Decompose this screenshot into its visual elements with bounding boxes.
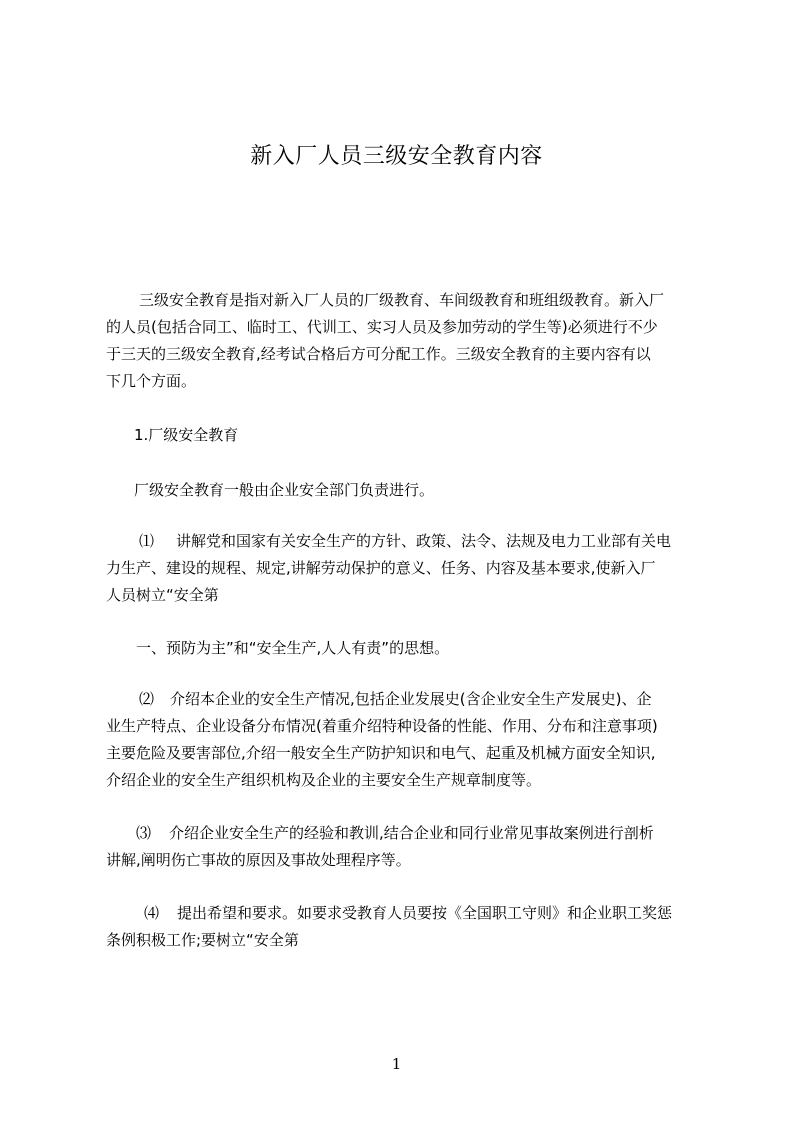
item-4-number: ⑷	[144, 904, 160, 922]
page-number: 1	[391, 1055, 402, 1073]
section-intro-paragraph	[106, 477, 713, 504]
item-4-line: 条例积极工作;要树立“安全第	[106, 931, 299, 949]
item-4-first-line	[106, 900, 713, 927]
section-heading	[106, 422, 713, 449]
item-1-number: ⑴	[139, 532, 155, 550]
item-3-number: ⑶	[136, 824, 152, 842]
intro-line: 三级安全教育是指对新入厂人员的厂级教育、车间级教育和班组级教育。新入厂	[139, 291, 665, 309]
item-2-line: 主要危险及要害部位,介绍一般安全生产防护知识和电气、起重及机械方面安全知识,	[106, 744, 656, 762]
intro-line: 于三天的三级安全教育,经考试合格后方可分配工作。三级安全教育的主要内容有以	[106, 345, 651, 363]
intro-paragraph	[106, 287, 713, 395]
item-3-paragraph	[106, 820, 713, 874]
item-3-first-line	[106, 820, 713, 847]
item-3-line: 介绍企业安全生产的经验和教训,结合企业和同行业常见事故案例进行剖析	[169, 824, 654, 842]
item-2-line: 业生产特点、企业设备分布情况(着重介绍特种设备的性能、作用、分布和注意事项)	[106, 717, 658, 735]
item-3-line: 讲解,阐明伤亡事故的原因及事故处理程序等。	[106, 851, 411, 869]
item-1-line: 讲解党和国家有关安全生产的方针、政策、法令、法规及电力工业部有关电	[176, 532, 672, 550]
item-2-first-line	[106, 686, 713, 713]
intro-line: 的人员(包括合同工、临时工、代训工、实习人员及参加劳动的学生等)必须进行不少	[106, 318, 658, 336]
item-1-continuation-paragraph	[106, 635, 713, 662]
item-2-paragraph	[106, 686, 713, 794]
section1-intro: 厂级安全教育一般由企业安全部门负责进行。	[134, 481, 435, 499]
section1-heading: 1.厂级安全教育	[134, 426, 239, 444]
intro-line: 下几个方面。	[106, 372, 197, 390]
item-1-line: 人员树立“安全第	[106, 586, 219, 604]
item-4-line: 提出希望和要求。如要求受教育人员要按《全国职工守则》和企业职工奖惩	[177, 904, 673, 922]
item-2-line: 介绍本企业的安全生产情况,包括企业发展史(含企业安全生产发展史)、企	[170, 690, 652, 708]
item-2-number: ⑵	[139, 690, 155, 708]
page-title: 新入厂人员三级安全教育内容	[250, 144, 543, 169]
item-4-paragraph	[106, 900, 713, 954]
item-1-line: 力生产、建设的规程、规定,讲解劳动保护的意义、任务、内容及基本要求,使新入厂	[106, 559, 656, 577]
item-1-paragraph	[106, 528, 713, 609]
item-1-first-line	[106, 528, 713, 555]
item-1-continuation: 一、预防为主”和“安全生产,人人有责”的思想。	[136, 639, 450, 657]
item-2-line: 介绍企业的安全生产组织机构及企业的主要安全生产规章制度等。	[106, 771, 542, 789]
